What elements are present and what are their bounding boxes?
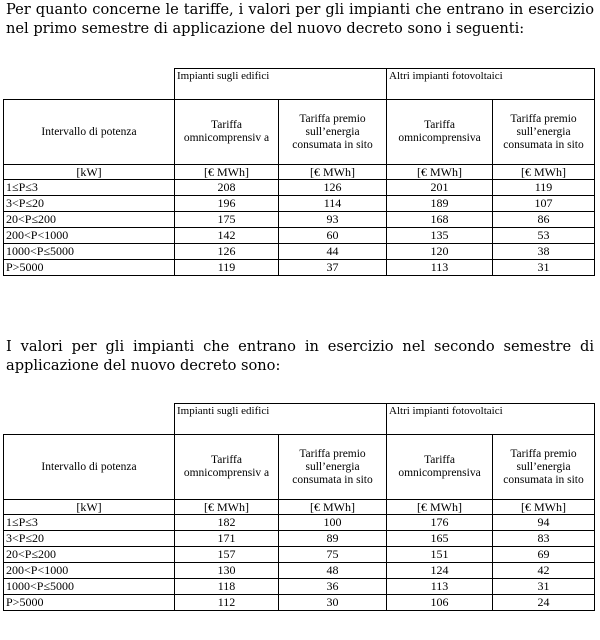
cell-tariff-buildings: 208 [175, 180, 279, 196]
cell-tariff-other: 113 [387, 260, 493, 276]
column-header-premium-buildings: Tariffa premio sull’energia consumata in sito [279, 435, 387, 500]
table-row [4, 244, 595, 260]
cell-power-range: 200<P<1000 [4, 228, 175, 244]
table-row [4, 228, 595, 244]
cell-tariff-other: 106 [387, 595, 493, 611]
cell-premium-buildings: 48 [279, 563, 387, 579]
cell-premium-buildings: 93 [279, 212, 387, 228]
table-row [4, 515, 595, 531]
cell-premium-buildings: 114 [279, 196, 387, 212]
intro-paragraph-second-semester: I valori per gli impianti che entrano in esercizio nel secondo semestre di applicazione del nuovo decreto sono: [6, 338, 594, 374]
cell-tariff-buildings: 112 [175, 595, 279, 611]
cell-tariff-other: 201 [387, 180, 493, 196]
cell-premium-other: 69 [493, 547, 595, 563]
cell-tariff-buildings: 175 [175, 212, 279, 228]
table-row [4, 260, 595, 276]
group-header-other: Altri impianti fotovoltaici [387, 69, 595, 100]
table-row [4, 563, 595, 579]
column-header-tariff-other: Tariffa omnicomprensiva [387, 100, 493, 165]
tariff-table-first-semester [3, 68, 595, 276]
cell-premium-buildings: 37 [279, 260, 387, 276]
cell-premium-other: 83 [493, 531, 595, 547]
table-unit-row [4, 500, 595, 515]
unit-eur-mwh: [€ MWh] [279, 500, 387, 515]
cell-power-range: P>5000 [4, 595, 175, 611]
table-row [4, 196, 595, 212]
cell-tariff-buildings: 182 [175, 515, 279, 531]
cell-tariff-other: 113 [387, 579, 493, 595]
unit-eur-mwh: [€ MWh] [387, 165, 493, 180]
cell-tariff-other: 189 [387, 196, 493, 212]
cell-power-range: 20<P≤200 [4, 212, 175, 228]
unit-kw: [kW] [4, 500, 175, 515]
cell-tariff-other: 165 [387, 531, 493, 547]
cell-tariff-buildings: 171 [175, 531, 279, 547]
group-header-other: Altri impianti fotovoltaici [387, 404, 595, 435]
group-header-buildings: Impianti sugli edifici [175, 404, 387, 435]
cell-premium-buildings: 44 [279, 244, 387, 260]
cell-premium-other: 42 [493, 563, 595, 579]
unit-kw: [kW] [4, 165, 175, 180]
cell-tariff-other: 124 [387, 563, 493, 579]
table-row [4, 547, 595, 563]
cell-tariff-other: 151 [387, 547, 493, 563]
cell-premium-buildings: 36 [279, 579, 387, 595]
cell-power-range: P>5000 [4, 260, 175, 276]
cell-premium-buildings: 75 [279, 547, 387, 563]
cell-tariff-other: 135 [387, 228, 493, 244]
table-unit-row [4, 165, 595, 180]
column-header-tariff-buildings: Tariffa omnicomprensiv a [175, 435, 279, 500]
cell-tariff-other: 168 [387, 212, 493, 228]
cell-power-range: 1≤P≤3 [4, 180, 175, 196]
cell-tariff-buildings: 119 [175, 260, 279, 276]
table-corner-cell [4, 404, 175, 435]
cell-tariff-buildings: 142 [175, 228, 279, 244]
column-header-premium-other: Tariffa premio sull’energia consumata in sito [493, 435, 595, 500]
cell-power-range: 3<P≤20 [4, 531, 175, 547]
table-row [4, 531, 595, 547]
cell-premium-other: 31 [493, 579, 595, 595]
cell-premium-buildings: 60 [279, 228, 387, 244]
unit-eur-mwh: [€ MWh] [175, 500, 279, 515]
cell-tariff-other: 176 [387, 515, 493, 531]
group-header-buildings: Impianti sugli edifici [175, 69, 387, 100]
table-corner-cell [4, 69, 175, 100]
unit-eur-mwh: [€ MWh] [279, 165, 387, 180]
table-row [4, 180, 595, 196]
table-group-header-row [4, 69, 595, 100]
cell-premium-buildings: 89 [279, 531, 387, 547]
table-column-header-row [4, 100, 595, 165]
cell-premium-other: 107 [493, 196, 595, 212]
cell-power-range: 20<P≤200 [4, 547, 175, 563]
cell-tariff-buildings: 196 [175, 196, 279, 212]
cell-power-range: 3<P≤20 [4, 196, 175, 212]
cell-power-range: 1000<P≤5000 [4, 579, 175, 595]
cell-tariff-buildings: 130 [175, 563, 279, 579]
column-header-tariff-buildings: Tariffa omnicomprensiv a [175, 100, 279, 165]
tariff-table-second-semester [3, 403, 595, 611]
intro-paragraph-first-semester: Per quanto concerne le tariffe, i valori per gli impianti che entrano in esercizio nel primo semestre di applicazione del nuovo decreto sono i seguenti: [6, 1, 594, 37]
table-group-header-row [4, 404, 595, 435]
cell-tariff-buildings: 118 [175, 579, 279, 595]
cell-premium-other: 31 [493, 260, 595, 276]
cell-premium-other: 119 [493, 180, 595, 196]
cell-tariff-other: 120 [387, 244, 493, 260]
table-row [4, 212, 595, 228]
column-header-range: Intervallo di potenza [4, 100, 175, 165]
unit-eur-mwh: [€ MWh] [387, 500, 493, 515]
cell-power-range: 1000<P≤5000 [4, 244, 175, 260]
cell-premium-buildings: 126 [279, 180, 387, 196]
cell-premium-other: 86 [493, 212, 595, 228]
table-column-header-row [4, 435, 595, 500]
table-row [4, 595, 595, 611]
cell-tariff-buildings: 126 [175, 244, 279, 260]
column-header-premium-other: Tariffa premio sull’energia consumata in sito [493, 100, 595, 165]
column-header-tariff-other: Tariffa omnicomprensiva [387, 435, 493, 500]
unit-eur-mwh: [€ MWh] [175, 165, 279, 180]
cell-power-range: 200<P<1000 [4, 563, 175, 579]
column-header-range: Intervallo di potenza [4, 435, 175, 500]
column-header-premium-buildings: Tariffa premio sull’energia consumata in sito [279, 100, 387, 165]
cell-power-range: 1≤P≤3 [4, 515, 175, 531]
unit-eur-mwh: [€ MWh] [493, 500, 595, 515]
cell-premium-other: 53 [493, 228, 595, 244]
table-row [4, 579, 595, 595]
cell-tariff-buildings: 157 [175, 547, 279, 563]
cell-premium-other: 94 [493, 515, 595, 531]
tariff-table-body [4, 404, 595, 611]
cell-premium-other: 38 [493, 244, 595, 260]
tariff-table-body [4, 69, 595, 276]
unit-eur-mwh: [€ MWh] [493, 165, 595, 180]
cell-premium-other: 24 [493, 595, 595, 611]
cell-premium-buildings: 100 [279, 515, 387, 531]
cell-premium-buildings: 30 [279, 595, 387, 611]
